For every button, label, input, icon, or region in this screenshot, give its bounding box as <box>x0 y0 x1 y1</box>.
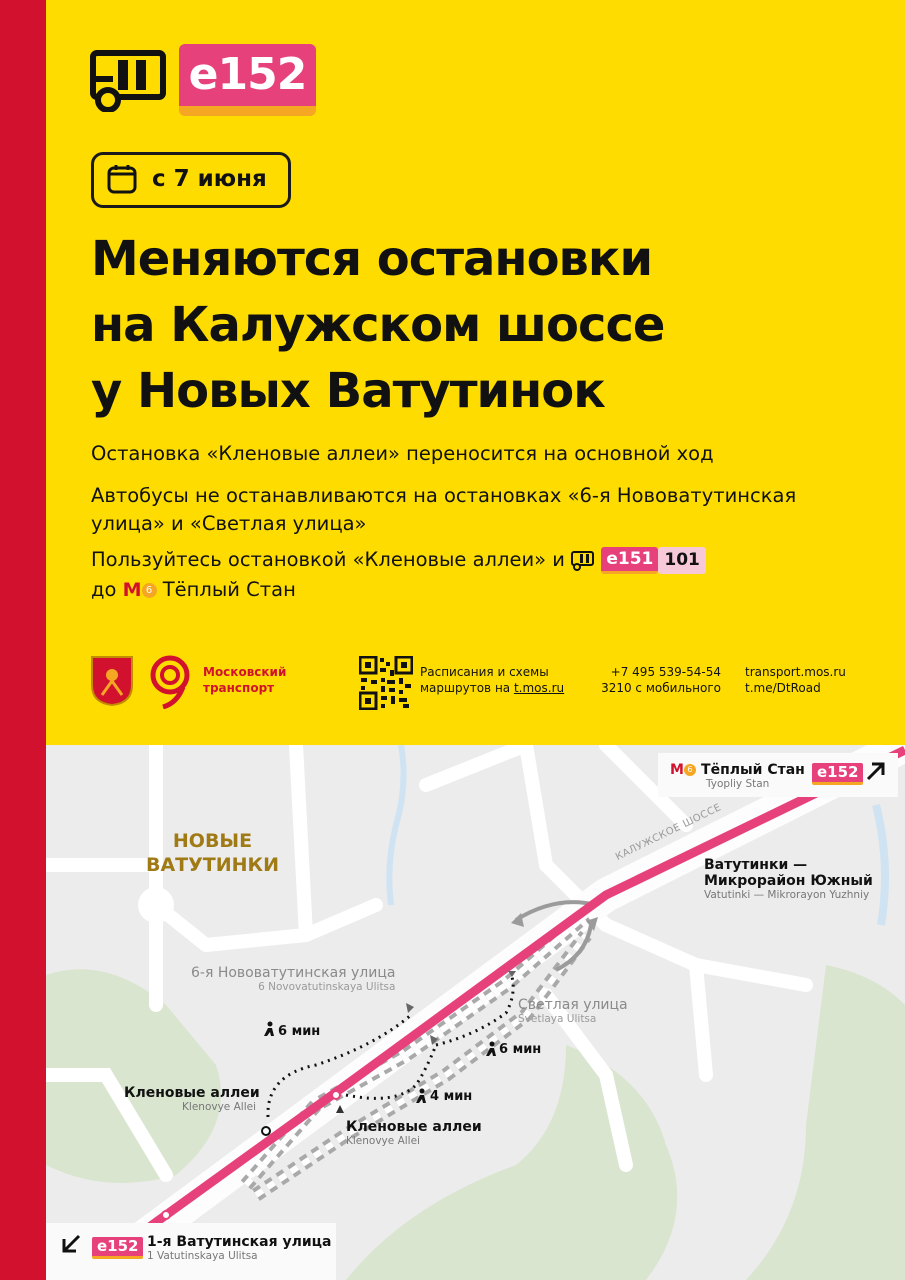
stop-closed-2 <box>518 997 628 1025</box>
district-label <box>146 829 279 877</box>
stop-name: Светлая улица <box>518 997 628 1013</box>
walk-time: 6 мин <box>278 1024 321 1039</box>
date-label: с 7 июня <box>152 166 267 192</box>
dest-top-name-en: Tyopliy Stan <box>706 778 770 790</box>
info-line: Автобусы не останавливаются на остановках «6-я Нововатутинская <box>91 484 797 507</box>
schedule-line: Расписания и схемы <box>420 665 549 679</box>
dest-bottom-name: 1-я Ватутинская улица <box>147 1234 332 1250</box>
stop-name: Микрорайон Южный <box>704 873 873 889</box>
stop-name-en: Klenovye Allei <box>182 1101 256 1113</box>
schedule-line: маршрутов на <box>420 681 511 695</box>
stop-klenovye-right <box>346 1119 482 1147</box>
info-paragraph-3-line2 <box>91 576 296 604</box>
stop-marker <box>162 1211 170 1219</box>
river <box>389 745 403 905</box>
moscow-transport-logo-icon <box>147 655 193 709</box>
stop-name: Ватутинки — <box>704 857 808 873</box>
district-line: ВАТУТИНКИ <box>146 854 279 876</box>
stop-vatutinki-south <box>704 857 873 901</box>
stop-name: Кленовые аллеи <box>124 1085 260 1101</box>
left-red-stripe <box>0 0 46 1280</box>
stop-marker <box>332 1091 340 1099</box>
info-paragraph-1: Остановка «Кленовые аллеи» переносится на основной ход <box>91 442 714 465</box>
bus-small-icon <box>571 551 595 571</box>
stop-marker <box>262 1127 270 1135</box>
telegram-link[interactable]: t.me/DtRoad <box>745 681 821 695</box>
brand-line: транспорт <box>203 681 275 695</box>
metro-icon: M <box>670 762 684 778</box>
headline-line: Меняются остановки <box>91 231 653 287</box>
stop-name: 6-я Нововатутинская улица <box>191 965 396 981</box>
stop-closed-1 <box>191 965 395 993</box>
walk-icon <box>264 1022 274 1037</box>
web-links <box>745 664 846 696</box>
schedule-link[interactable]: t.mos.ru <box>513 681 565 695</box>
metro-station: Тёплый Стан <box>162 578 296 601</box>
brand-line: Московский <box>203 665 287 679</box>
closed-stop-marker <box>406 1003 414 1013</box>
site-link[interactable]: transport.mos.ru <box>745 665 846 679</box>
info-paragraph-3 <box>91 546 706 574</box>
route-badge-101: 101 <box>658 547 706 574</box>
stop-name-en: Vatutinki — Mikrorayon Yuzhniy <box>704 889 870 901</box>
route-badge: e152 <box>179 44 316 116</box>
district-line: НОВЫЕ <box>172 830 253 852</box>
headline-line: у Новых Ватутинок <box>91 363 605 419</box>
brand-name <box>203 664 286 696</box>
info-text: до <box>91 578 117 601</box>
river <box>876 805 885 925</box>
info-text: Пользуйтесь остановкой «Кленовые аллеи» и <box>91 548 565 571</box>
dest-top <box>670 759 805 790</box>
phone-info <box>600 664 721 696</box>
qr-code-icon[interactable] <box>359 656 413 710</box>
phone-short: 3210 с мобильного <box>601 681 721 695</box>
stop-name-en: Klenovye Allei <box>346 1135 420 1147</box>
bus-icon <box>90 50 166 112</box>
stop-name-en: Svetlaya Ulitsa <box>518 1013 597 1025</box>
headline <box>91 226 871 424</box>
moscow-coat-of-arms-icon <box>90 655 134 707</box>
walk-time: 6 мин <box>499 1042 542 1057</box>
dest-top-name: Тёплый Стан <box>701 762 805 778</box>
calendar-icon <box>106 163 138 195</box>
dest-bottom-name-en: 1 Vatutinskaya Ulitsa <box>147 1250 258 1262</box>
phone-number[interactable]: +7 495 539-54-54 <box>610 665 721 679</box>
map-canvas <box>46 745 905 1280</box>
walk-time: 4 мин <box>430 1089 473 1104</box>
dest-bottom <box>147 1234 332 1262</box>
metro-icon: M <box>122 579 142 601</box>
metro-line-badge: 6 <box>142 583 157 598</box>
route-badge: e152 <box>812 763 863 785</box>
route-map <box>46 745 905 1280</box>
info-line: улица» и «Светлая улица» <box>91 512 367 535</box>
info-paragraph-2 <box>91 482 796 538</box>
stop-klenovye-left <box>124 1085 260 1113</box>
headline-line: на Калужском шоссе <box>91 297 665 353</box>
metro-line-badge: 6 <box>684 764 696 776</box>
schedule-info <box>420 664 564 696</box>
route-badge-e151: e151 <box>601 547 658 574</box>
stop-name-en: 6 Novovatutinskaya Ulitsa <box>258 981 396 993</box>
route-badge: e152 <box>92 1237 143 1259</box>
highway-label: КАЛУЖСКОЕ ШОССЕ <box>614 802 724 863</box>
park-area <box>746 965 905 1280</box>
stop-name: Кленовые аллеи <box>346 1119 482 1135</box>
